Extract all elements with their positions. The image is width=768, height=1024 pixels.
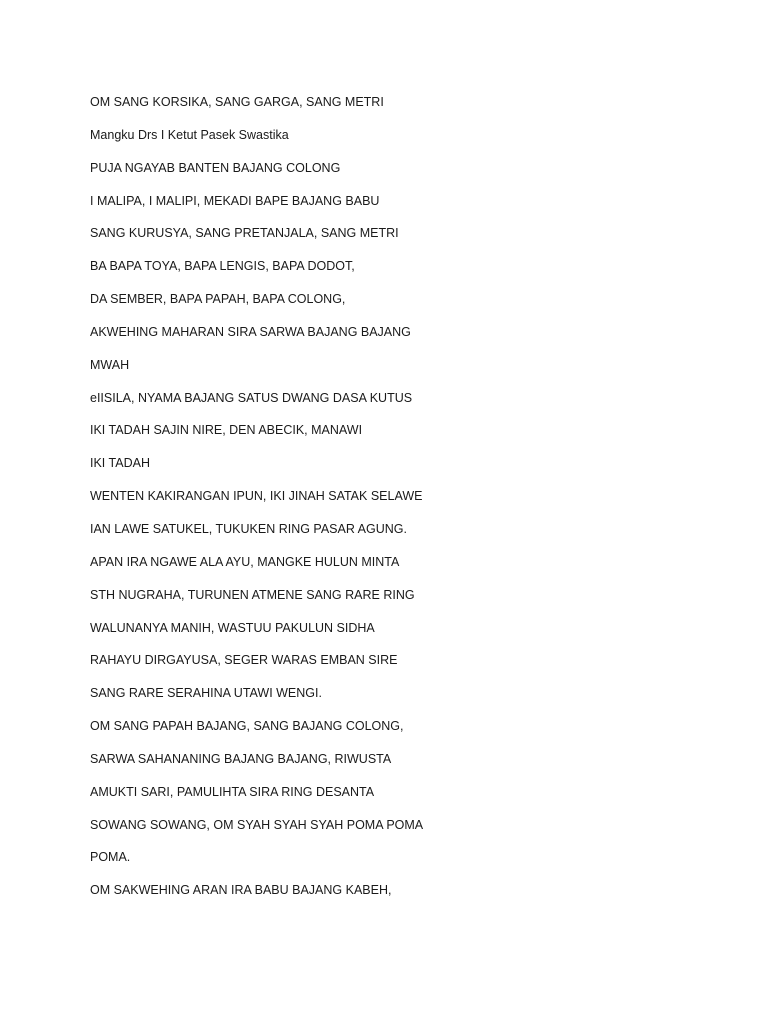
document-text-block	[90, 92, 730, 913]
text-line: STH NUGRAHA, TURUNEN ATMENE SANG RARE RING	[90, 587, 415, 602]
text-line: SANG RARE SERAHINA UTAWI WENGI.	[90, 686, 322, 701]
text-line: OM SANG KORSIKA, SANG GARGA, SANG METRI	[90, 95, 384, 109]
text-line: OM SAKWEHING ARAN IRA BABU BAJANG KABEH,	[90, 883, 392, 898]
text-line: BA BAPA TOYA, BAPA LENGIS, BAPA DODOT,	[90, 259, 355, 274]
text-line: OM SANG PAPAH BAJANG, SANG BAJANG COLONG,	[90, 719, 404, 734]
text-line: I MALIPA, I MALIPI, MEKADI BAPE BAJANG BABU	[90, 193, 380, 208]
text-line: MWAH	[90, 357, 130, 372]
text-line: SARWA SAHANANING BAJANG BAJANG, RIWUSTA	[90, 751, 392, 766]
text-line: SOWANG SOWANG, OM SYAH SYAH SYAH POMA POMA	[90, 817, 424, 832]
text-line: AKWEHING MAHARAN SIRA SARWA BAJANG BAJANG	[90, 324, 411, 339]
text-line: WALUNANYA MANIH, WASTUU PAKULUN SIDHA	[90, 620, 375, 635]
text-line: DA SEMBER, BAPA PAPAH, BAPA COLONG,	[90, 292, 346, 307]
text-line: eIISILA, NYAMA BAJANG SATUS DWANG DASA KUTUS	[90, 390, 413, 405]
text-line: IKI TADAH	[90, 456, 150, 471]
text-line: POMA.	[90, 850, 131, 865]
text-line: SANG KURUSYA, SANG PRETANJALA, SANG METRI	[90, 226, 399, 241]
text-line: RAHAYU DIRGAYUSA, SEGER WARAS EMBAN SIRE	[90, 653, 398, 668]
text-line: AMUKTI SARI, PAMULIHTA SIRA RING DESANTA	[90, 784, 375, 799]
text-line: PUJA NGAYAB BANTEN BAJANG COLONG	[90, 160, 341, 175]
text-line: APAN IRA NGAWE ALA AYU, MANGKE HULUN MINTA	[90, 554, 400, 569]
text-line: IKI TADAH SAJIN NIRE, DEN ABECIK, MANAWI	[90, 423, 363, 438]
text-line: Mangku Drs I Ketut Pasek Swastika	[90, 127, 289, 142]
text-line: IAN LAWE SATUKEL, TUKUKEN RING PASAR AGUNG.	[90, 521, 407, 536]
text-line: WENTEN KAKIRANGAN IPUN, IKI JINAH SATAK SELAWE	[90, 489, 423, 504]
